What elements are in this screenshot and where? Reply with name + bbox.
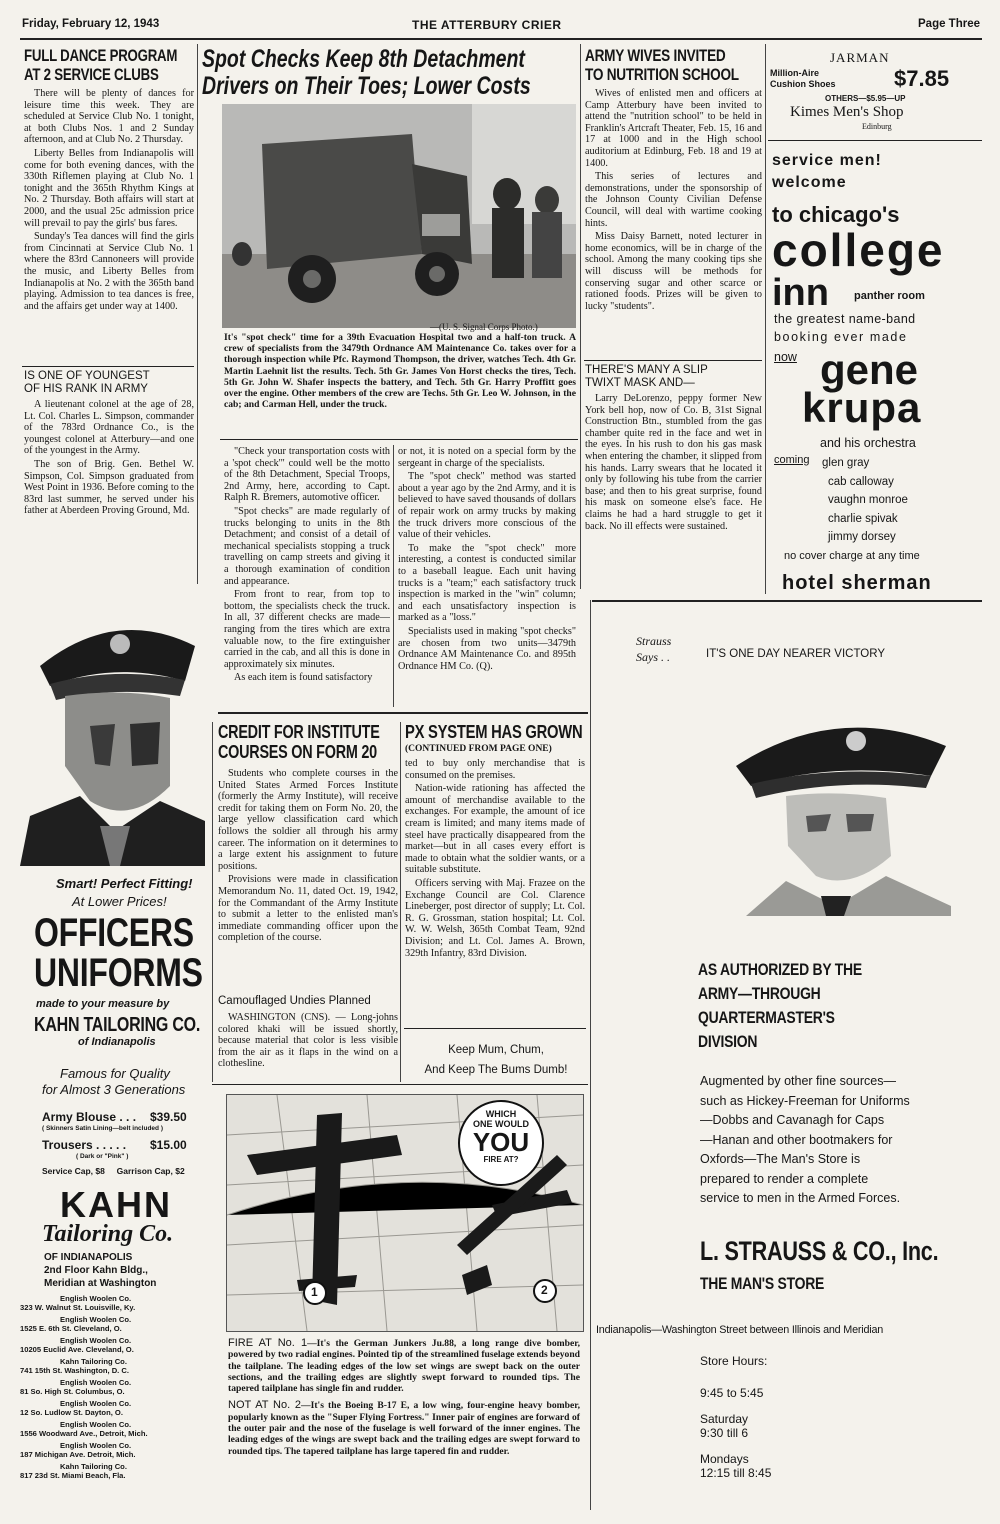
strauss-mans-store: THE MAN'S STORE: [700, 1274, 825, 1293]
slip-headline-1: THERE'S MANY A SLIP: [585, 364, 708, 376]
sherman-ad: [772, 152, 982, 592]
kahn-branch: [20, 1420, 205, 1438]
youngest-paragraph: The son of Brig. Gen. Bethel W. Simpson, Col. Simpson graduated from West Point in 1936. Before coming to the 83rd last summer, he served under his father at Aberdeen Proving Ground, Md.: [24, 458, 194, 517]
jarman-line2: Cushion Shoes: [770, 79, 836, 89]
px-paragraph: Nation-wide rationing has affected the amount of merchandise available to the exchanges. For example, the amount of ice cream is limited; and many items made of steel have practically disappeared from the market—but in all cases every effort is made to obtain what the soldier wants, or a suitable substitute.: [405, 783, 585, 876]
strauss-body-line: Augmented by other fine sources—: [700, 1074, 896, 1088]
spot-body-col2: [398, 446, 576, 674]
sherman-band: vaughn monroe: [828, 494, 908, 506]
kahn-branch-name: English Woolen Co.: [60, 1336, 132, 1345]
masthead-date: Friday, February 12, 1943: [22, 18, 160, 30]
kahn-officers: OFFICERS: [34, 911, 194, 955]
photo-caption: It's "spot check" time for a 39th Evacuation Hospital two and a half-ton truck. A crew of specialists from the 3479th Ordnance AM Maintenance Co. takes over for a thorough inspection while Pfc. Raymond Thompson, the driver, watches Tech. 4th Gr. Martin Laehnit list the results. Tech. 5th Gr. James Von Horst checks the tires, Tech. 5th Gr. John W. Shafer inspects the battery, and Tech. 5th Gr. Harry Proffitt goes over the engine. Other members of the crew are Techs. 5th Gr. Leo W. Johnson, in the cab; and Carman Hell, under the truck.: [224, 332, 576, 411]
kahn-trousers-price: $15.00: [150, 1138, 187, 1152]
column-rule-6: [212, 722, 213, 1082]
camo-text: WASHINGTON (CNS). — Long-johns colored khaki will be issued shortly, because material that color is less visible from the air as it flaps in the wind on a clothesline.: [218, 1012, 398, 1070]
rule-sherman: [592, 600, 982, 602]
sherman-cover-charge: no cover charge at any time: [784, 550, 920, 562]
kahn-branch-address: 187 Michigan Ave. Detroit, Mich.: [20, 1450, 136, 1459]
kahn-blouse: Army Blouse . . .: [42, 1110, 137, 1124]
kahn-made: made to your measure by: [36, 998, 170, 1010]
kahn-uniforms: UNIFORMS: [34, 951, 203, 995]
kahn-floor: 2nd Floor Kahn Bldg.,: [44, 1265, 148, 1276]
kahn-branch-list: [20, 1294, 205, 1483]
kahn-branch-address: 12 So. Ludlow St. Dayton, O.: [20, 1408, 123, 1417]
column-rule-5: [400, 722, 401, 1082]
spot-paragraph: From front to rear, from top to bottom, the specialists check the truck. In all, 37 different checks are made—ranging from the tires which are extra valuable now, to the fire extinguisher carried in the cab, and all this is done in approximately six minutes.: [224, 589, 390, 670]
sherman-coming: coming: [774, 454, 810, 466]
kahn-branch-address: 323 W. Walnut St. Louisville, Ky.: [20, 1303, 136, 1312]
badge-one-would: ONE WOULD: [473, 1119, 529, 1129]
column-rule-2: [580, 44, 581, 589]
strauss-body-line: service to men in the Armed Forces.: [700, 1191, 901, 1205]
kahn-branch: [20, 1357, 205, 1375]
rule-spot: [218, 712, 588, 714]
kahn-logo-script: Tailoring Co.: [42, 1221, 174, 1247]
kahn-trousers: Trousers . . . . .: [42, 1138, 127, 1152]
strauss-hours-monday: Mondays: [700, 1452, 749, 1466]
dance-paragraph: Liberty Belles from Indianapolis will come for both evening dances, with the 330th Riflemen playing at Club No. 1 tonight and the 365th Rhythm Kings at No. 2 Thursday. Both affairs will start at 2000, and the usual 25c admission price will prevail to pay the girls' bus fares.: [24, 147, 194, 229]
badge-you: YOU: [472, 1127, 530, 1157]
dance-paragraph: There will be plenty of dances for leisure time this week. They are scheduled at Service Club No. 1 tonight, at both Clubs Nos. 1 and 2 Sunday afternoon, and at Club No. 2 Thursday.: [24, 88, 194, 146]
strauss-authorized: [698, 958, 862, 1054]
strauss-company: L. STRAUSS & CO., Inc.: [700, 1236, 939, 1266]
strauss-body-line: Oxfords—The Man's Store is: [700, 1152, 861, 1166]
strauss-auth-line: DIVISION: [698, 1032, 758, 1051]
px-continued: (CONTINUED FROM PAGE ONE): [405, 744, 552, 754]
kahn-branch-name: English Woolen Co.: [60, 1399, 132, 1408]
kahn-famous-1: Famous for Quality: [60, 1066, 170, 1081]
sherman-to-chicagos: to chicago's: [772, 202, 900, 227]
youngest-article: [24, 370, 194, 519]
kahn-branch: [20, 1336, 205, 1354]
kahn-branch-address: 817 23d St. Miami Beach, Fla.: [20, 1471, 126, 1480]
spot-paragraph: The "spot check" method was started about a year ago by the 2nd Army, and it is believed to have saved thousands of dollars of repair work on army trucks by making the truck drivers more conscious of the value of their vehicles.: [398, 471, 576, 541]
strauss-officer-illustration: [726, 706, 956, 916]
sherman-band: glen gray: [822, 457, 870, 469]
column-rule-1: [197, 44, 198, 584]
strauss-hours-title: Store Hours:: [700, 1354, 768, 1368]
spot-body-col1: [224, 446, 390, 686]
spot-headline-2: Drivers on Their Toes; Lower Costs: [202, 72, 531, 100]
kahn-famous-2: for Almost 3 Generations: [42, 1082, 186, 1097]
sherman-band: charlie spivak: [828, 512, 898, 525]
kahn-branch-address: 81 So. High St. Columbus, O.: [20, 1387, 125, 1396]
sherman-panther-room: panther room: [854, 290, 925, 302]
slip-paragraph: Larry DeLorenzo, peppy former New York bell hop, now of Co. B, 31st Signal Construction Btn., stumbled from the gas chamber quite red in the face and wet in the eyes. In his rush to don his gas mask when entering the chamber, it slipped from his hands. Larry swears that he located it only by following his tube from the carrier base; and then to his great surprise, found his mask on someone else's face. He claims he had a hard struggle to get it back. No ill effects were sustained.: [585, 393, 762, 532]
spot-paragraph: "Spot checks" are made regularly of trucks belonging to units in the 8th Detachment; and consist of a detail of mechanical specialists stopping a truck travelling on camp streets and giving it a thorough examination of condition and appearance.: [224, 505, 390, 587]
strauss-victory: IT'S ONE DAY NEARER VICTORY: [706, 648, 885, 660]
sherman-service-men: service men!: [772, 152, 882, 169]
photo-credit: —(U. S. Signal Corps Photo.): [430, 322, 538, 332]
dance-headline-2: AT 2 SERVICE CLUBS: [24, 65, 159, 84]
kahn-smart-1: Smart! Perfect Fitting!: [56, 876, 193, 891]
kahn-branch: [20, 1315, 205, 1333]
keep-mum: [404, 1040, 588, 1080]
kahn-blouse-price: $39.50: [150, 1110, 187, 1124]
kahn-branch-name: English Woolen Co.: [60, 1294, 132, 1303]
wives-headline-2: TO NUTRITION SCHOOL: [585, 65, 739, 84]
rule-dance: [22, 366, 194, 367]
strauss-body-line: —Hanan and other bootmakers for: [700, 1132, 893, 1147]
slip-article: [585, 364, 762, 534]
kahn-branch: [20, 1462, 205, 1480]
masthead-rule: [20, 38, 982, 40]
kahn-branch: [20, 1378, 205, 1396]
masthead-paper: THE ATTERBURY CRIER: [412, 18, 562, 32]
spot-paragraph: or not, it is noted on a special form by the sergeant in charge of the specialists.: [398, 446, 576, 469]
strauss-auth-line: AS AUTHORIZED BY THE: [698, 960, 862, 979]
jarman-brand: JARMAN: [830, 50, 890, 65]
strauss-auth-line: ARMY—THROUGH: [698, 984, 821, 1003]
aircraft-text: [228, 1338, 580, 1457]
kahn-of-indianapolis: of Indianapolis: [78, 1036, 156, 1048]
kahn-branch-address: 1556 Woodward Ave., Detroit, Mich.: [20, 1429, 148, 1438]
px-paragraph: Officers serving with Maj. Frazee on the Exchange Council are Col. Clarence Lineberger, post director of supply; Lt. Col. R. G. Grossman, station hospital; Lt. Col. W. W. Welsh, 365th Combat Team, 92nd Division; and Lt. Col. James A. Brown, 329th Infantry, 83rd Division.: [405, 877, 585, 959]
kahn-officer-illustration: [20, 596, 205, 866]
sherman-booking: booking ever made: [774, 330, 908, 344]
slip-headline-2: TWIXT MASK AND—: [585, 377, 695, 389]
not-at-paragraph: [228, 1400, 580, 1456]
strauss-auth-line: QUARTERMASTER'S: [698, 1008, 835, 1027]
jarman-ad: [770, 48, 980, 138]
kahn-branch-name: Kahn Tailoring Co.: [60, 1462, 127, 1471]
kahn-logo: [42, 1184, 192, 1248]
credit-headline-1: CREDIT FOR INSTITUTE: [218, 722, 380, 742]
wives-headline-1: ARMY WIVES INVITED: [585, 46, 726, 65]
kahn-branch-name: English Woolen Co.: [60, 1378, 132, 1387]
px-headline: PX SYSTEM HAS GROWN: [405, 722, 583, 742]
sherman-orchestra: and his orchestra: [820, 436, 916, 450]
kahn-smart-2: At Lower Prices!: [72, 894, 167, 909]
rule-lower: [212, 1084, 588, 1085]
sherman-hotel: hotel sherman: [782, 572, 932, 594]
column-rule-7: [590, 600, 591, 1510]
dance-headline-1: FULL DANCE PROGRAM: [24, 46, 178, 65]
strauss-body-line: prepared to render a complete: [700, 1171, 869, 1186]
sherman-greatest: the greatest name-band: [774, 312, 916, 326]
strauss-officer-image: [726, 706, 956, 916]
kahn-blouse-note: ( Skinners Satin Lining—belt included ): [42, 1125, 163, 1132]
strauss-ad: [596, 606, 982, 1514]
keep-mum-line2: And Keep The Bums Dumb!: [424, 1064, 568, 1076]
kahn-branch-address: 1525 E. 6th St. Cleveland, O.: [20, 1324, 122, 1333]
badge-which: WHICH: [485, 1109, 517, 1119]
kahn-branch-name: English Woolen Co.: [60, 1420, 132, 1429]
aircraft-number-1: 1: [311, 1285, 318, 1299]
strauss-body-line: such as Hickey-Freeman for Uniforms: [700, 1093, 910, 1108]
jarman-line1: Million-Aire: [770, 68, 819, 78]
sherman-band: cab calloway: [828, 475, 894, 488]
rule-jarman: [768, 140, 982, 141]
kahn-caps: Service Cap, $8 Garrison Cap, $2: [42, 1166, 185, 1176]
kahn-meridian: Meridian at Washington: [44, 1278, 157, 1289]
badge-fire-at: FIRE AT?: [483, 1155, 519, 1164]
credit-paragraph: Provisions were made in classification Memorandum No. 11, dated Oct. 19, 1942, for the Commandant of the Army Institute to submit a letter to the enlisted man's immediate commanding officer upon the completion of the course.: [218, 874, 398, 944]
youngest-headline-1: IS ONE OF YOUNGEST: [24, 370, 150, 382]
jarman-price: $7.85: [894, 66, 950, 91]
credit-article: [218, 722, 398, 946]
sherman-inn: inn: [772, 272, 829, 314]
credit-paragraph: Students who complete courses in the United States Armed Forces Institute (formerly the Army Institute), will receive credit for taking them on Form No. 20, the large yellow classification card which follows the soldier all through his army career. The information on it determines to a large extent his assignment to future positions.: [218, 768, 398, 872]
truck-photo: [222, 104, 576, 328]
rule-caption: [220, 439, 578, 440]
sherman-band-list: [822, 454, 908, 547]
kahn-branch-address: 741 15th St. Washington, D. C.: [20, 1366, 129, 1375]
strauss-says: Says . .: [636, 650, 670, 664]
kahn-ad: [20, 596, 205, 1514]
kahn-branch-name: English Woolen Co.: [60, 1315, 132, 1324]
column-rule-3: [765, 44, 766, 594]
masthead-page: Page Three: [918, 18, 980, 30]
wives-paragraph: Wives of enlisted men and officers at Camp Atterbury have been invited to attend the "nutrition school" to be held in Franklin's Artcraft Theater, Feb. 15, 16 and 17 at 1000 and in the High school auditorium at Edinburg, Feb. 18 and 19 at 1400.: [585, 88, 762, 169]
strauss-address: Indianapolis—Washington Street between Illinois and Meridian: [596, 1324, 884, 1336]
kahn-company: KAHN TAILORING CO.: [34, 1014, 201, 1036]
kahn-branch: [20, 1294, 205, 1312]
kahn-branch-name: English Woolen Co.: [60, 1441, 132, 1450]
sherman-college: college: [772, 224, 945, 276]
strauss-name: Strauss: [636, 634, 672, 648]
strauss-hours-saturday: Saturday: [700, 1412, 749, 1426]
jarman-town: Edinburg: [862, 122, 892, 131]
wives-article: [585, 46, 762, 314]
wives-paragraph: Miss Daisy Barnett, noted lecturer in home economics, will be in charge of the school. Among the many cooking tips she will discuss will be methods for conserving sugar and other scarce or rationed foods. Prizes will be given to lucky "students".: [585, 231, 762, 312]
kahn-logo-name: KAHN: [60, 1184, 172, 1225]
jarman-others: OTHERS—$5.95—UP: [825, 94, 906, 103]
px-article: [405, 722, 585, 961]
officer-portrait-image: [20, 596, 205, 866]
aircraft-badge: [461, 1109, 541, 1164]
not-at-text: —It's the Boeing B-17 E, a low wing, four-engine heavy bomber, popularly known as the "Super Flying Fortress." Inner pair of engines are forward of the outer pair and the nose of the fuselage is well forward of the inner engines. The leading edges of the wings are swept back and the trailing edges are swept forward to rounded tips. The tapered tailplane has large tapered fin and rudder.: [228, 1400, 580, 1457]
sherman-krupa: krupa: [802, 384, 922, 431]
sherman-welcome: welcome: [772, 174, 847, 191]
kahn-trousers-note: ( Dark or "Pink" ): [76, 1153, 129, 1160]
rule-px: [404, 1028, 586, 1029]
dance-article: [24, 46, 194, 314]
kahn-of-indianapolis-2: OF INDIANAPOLIS: [44, 1252, 133, 1263]
masthead: [22, 16, 982, 38]
fire-at-paragraph: [228, 1338, 580, 1394]
camo-headline: Camouflaged Undies Planned: [218, 995, 371, 1007]
fire-at-text: —It's the German Junkers Ju.88, a long range dive bomber, powered by two radial engines. Pointed tip of the streamlined fuselage extends beyond the tailplane. The leading edges of the low set wings are swept back on the outer sections, and the trailing edges are slightly swept forward to rounded tips. The tapered tailplane has single fin and rudder.: [228, 1338, 580, 1395]
kahn-branch: [20, 1399, 205, 1417]
camo-article: [218, 994, 398, 1072]
spot-paragraph: As each item is found satisfactory: [234, 672, 373, 684]
column-rule-4: [393, 445, 394, 707]
sherman-now: now: [774, 350, 797, 364]
strauss-hours-monday-time: 12:15 till 8:45: [700, 1466, 772, 1480]
spot-headline: [202, 46, 580, 100]
spot-paragraph: "Check your transportation costs with a 'spot check'" could well be the motto of the 8th Detachment, Special Troops, 2nd Army, here, according to Capt. Ralph R. Bremers, automotive officer.: [224, 446, 390, 504]
credit-headline-2: COURSES ON FORM 20: [218, 742, 377, 762]
rule-wives: [584, 360, 762, 361]
keep-mum-line1: Keep Mum, Chum,: [448, 1044, 544, 1056]
fire-at-lead: FIRE AT No. 1: [228, 1337, 308, 1349]
spot-paragraph: Specialists used in making "spot checks" are chosen from two units—3479th Ordnance AM Maintenance Co. and 895th Ordnance HM Co. (Q).: [398, 625, 576, 672]
kahn-branch: [20, 1441, 205, 1459]
youngest-paragraph: A lieutenant colonel at the age of 28, Lt. Col. Charles L. Simpson, commander of the 783rd Ordnance Co., is the youngest colonel at Atterbury—and one of the youngest in the Army.: [24, 399, 194, 457]
spot-headline-1: Spot Checks Keep 8th Detachment: [202, 45, 525, 73]
aircraft-number-2: 2: [541, 1283, 548, 1297]
strauss-hours-saturday-time: 9:30 till 6: [700, 1426, 749, 1440]
strauss-hours-weekday: 9:45 to 5:45: [700, 1386, 764, 1400]
not-at-lead: NOT AT No. 2: [228, 1399, 302, 1412]
truck-photo-image: [222, 104, 576, 328]
kahn-branch-name: Kahn Tailoring Co.: [60, 1357, 127, 1366]
dance-paragraph: Sunday's Tea dances will find the girls from Cincinnati at Service Club No. 1 where the 83rd Cannoneers will provide the music, and Liberty Belles from Indianapolis at No. 2 with the 365th band playing. Admission to tea dances is free, and the affairs get under way at 1400.: [24, 231, 194, 312]
px-paragraph: ted to buy only merchandise that is consumed on the premises.: [405, 758, 585, 781]
sherman-band: jimmy dorsey: [828, 531, 896, 543]
kahn-branch-address: 10205 Euclid Ave. Cleveland, O.: [20, 1345, 134, 1354]
jarman-store: Kimes Men's Shop: [790, 104, 904, 120]
youngest-headline-2: OF HIS RANK IN ARMY: [24, 383, 148, 395]
wives-paragraph: This series of lectures and demonstrations, under the sponsorship of the Johnson County Civilian Defense Council, will deal with wartime cooking hints.: [585, 171, 762, 229]
strauss-body: [700, 1072, 910, 1209]
sherman-gene: gene: [820, 346, 919, 393]
aircraft-identification: [226, 1094, 584, 1332]
spot-paragraph: To make the "spot check" more interesting, a contest is conducted similar to a baseball league. Each unit having trucks is a "team;" each satisfactory truck inspection is marked in the "win" column; and each unsatisfactory inspection is marked as a "loss.": [398, 542, 576, 624]
strauss-body-line: —Dobbs and Cavanagh for Caps: [700, 1113, 885, 1127]
